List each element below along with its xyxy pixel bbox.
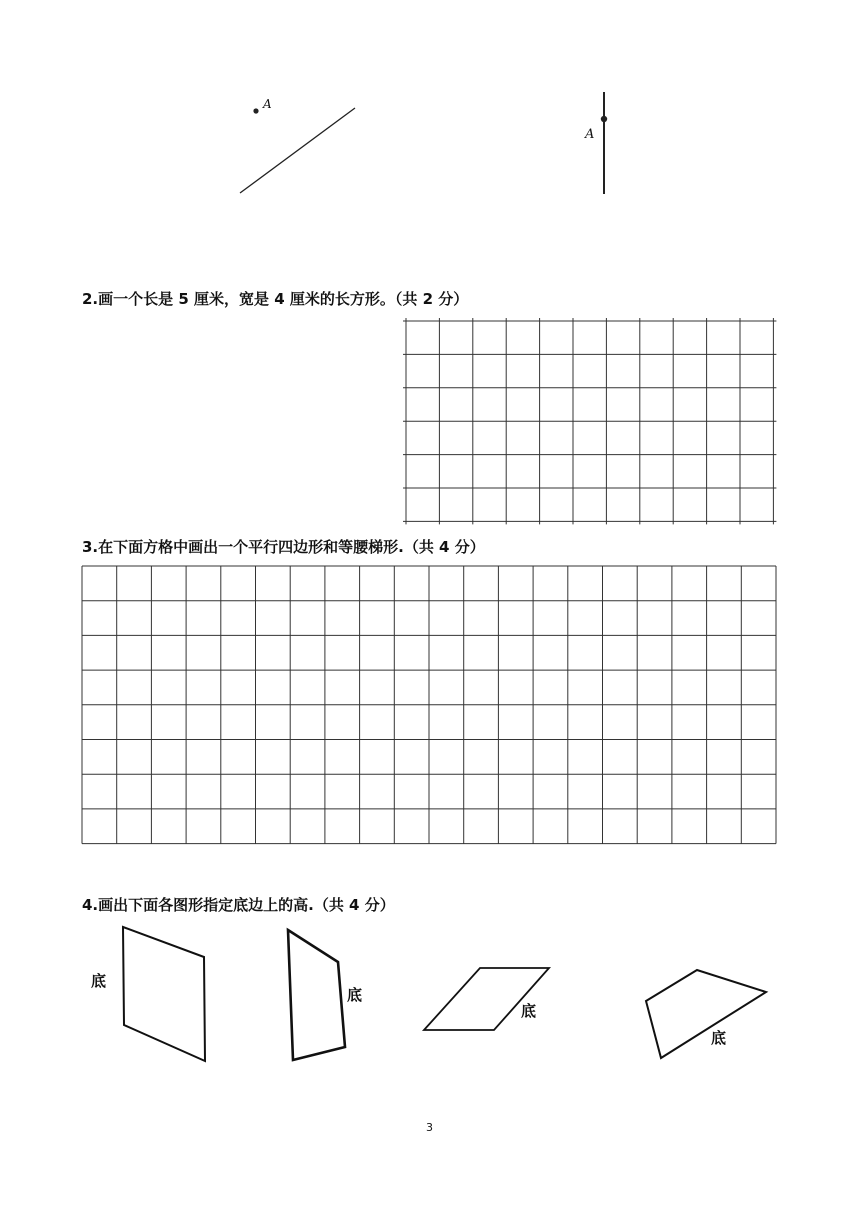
figure-point-line-2 xyxy=(0,0,860,260)
base-label-2: 底 xyxy=(347,986,363,1004)
base-label-4: 底 xyxy=(711,1029,727,1047)
question-2-title: 2.画一个长是 5 厘米，宽是 4 厘米的长方形。（共 2 分） xyxy=(82,290,469,308)
page-number: 3 xyxy=(426,1121,433,1134)
point-a-dot xyxy=(601,116,607,122)
point-a-label-right: A xyxy=(585,127,595,142)
point-a-label-left: A xyxy=(263,97,272,111)
grid-q3 xyxy=(80,563,780,843)
grid-q2 xyxy=(400,316,780,526)
question-4-title: 4.画出下面各图形指定底边上的高.（共 4 分） xyxy=(82,896,395,914)
question-3-title: 3.在下面方格中画出一个平行四边形和等腰梯形.（共 4 分） xyxy=(82,538,485,556)
base-label-3: 底 xyxy=(521,1002,537,1020)
shape-quadrilateral xyxy=(0,920,860,1080)
base-label-1: 底 xyxy=(91,972,107,990)
